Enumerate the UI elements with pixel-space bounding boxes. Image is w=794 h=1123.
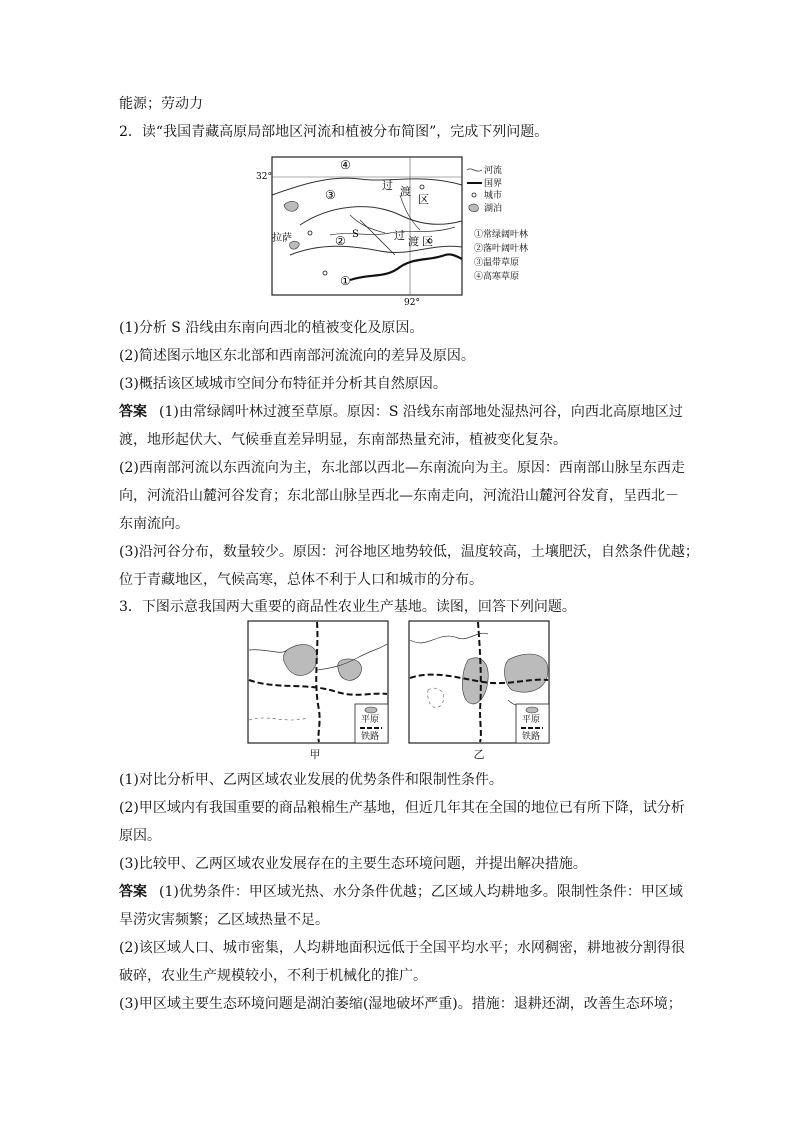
map-jia [247,620,389,746]
map-qinghai-tibet-svg [256,155,540,308]
answer-2-2a: (2)西南部河流以东西流向为主，东北部以西北—东南流向为主。原因：西南部山脉呈东西走 [119,460,685,476]
question-2-title: 2．读“我国青藏高原局部地区河流和植被分布简图”，完成下列问题。 [119,124,549,140]
legend-lake-label: 湖泊 [484,204,503,214]
longitude-label: 92° [404,298,420,308]
legend-lake-symbol [469,204,478,211]
map-jia-svg [247,620,389,746]
legend-plain-label: 平原 [522,715,541,725]
question-2-1: (1)分析 S 沿线由东南向西北的植被变化及原因。 [119,320,424,336]
transition-label-3b: 区 [422,235,433,248]
answer-label: 答案 [119,884,147,900]
text-line: 能源；劳动力 [119,96,203,112]
region-1-label: ① [340,274,351,288]
region-2-label: ② [335,234,346,248]
legend-river-symbol [467,169,482,171]
answer-2-3a: (3)沿河谷分布，数量较少。原因：河谷地区地势较低，温度较高，土壤肥沃，自然条件优越； [119,544,699,560]
answer-3-3: (3)甲区域主要生态环境问题是湖泊萎缩(湿地破坏严重)。措施：退耕还湖，改善生态环境； [119,996,682,1012]
map-yi-svg [408,620,550,746]
legend-veg-3: ③温带草原 [474,258,520,268]
answer-2-3b: 位于青藏地区，气候高寒，总体不利于人口和城市的分布。 [119,572,483,588]
question-2-3: (3)概括该区域城市空间分布特征并分析其自然原因。 [119,376,447,392]
answer-2-2c: 东南流向。 [119,516,189,532]
transition-label-2: 渡 [400,185,411,198]
answer-label: 答案 [119,404,147,420]
legend-rail-label: 铁路 [361,732,380,742]
answer-3-1a [119,882,683,902]
latitude-label: 32° [256,172,272,182]
question-3-2b: 原因。 [119,828,161,844]
legend-plain-label: 平原 [361,715,380,725]
answer-3-2a: (2)该区域人口、城市密集，人均耕地面积远低于全国平均水平；水网稠密，耕地被分割得很 [119,940,685,956]
legend-plain-symbol [526,707,538,713]
legend-veg-1: ①常绿阔叶林 [474,230,529,240]
legend-city-label: 城市 [484,191,503,201]
city-lhasa-label: 拉萨 [272,233,292,244]
question-3-title: 3．下图示意我国两大重要的商品性农业生产基地。读图，回答下列问题。 [119,599,576,615]
question-3-2a: (2)甲区域内有我国重要的商品粮棉生产基地，但近几年其在全国的地位已有所下降，试分析 [119,800,685,816]
question-3-1: (1)对比分析甲、乙两区域农业发展的优势条件和限制性条件。 [119,772,503,788]
plain-area [338,659,362,680]
legend-plain-symbol [365,707,377,713]
legend-rail-label: 铁路 [522,732,541,742]
plain-area [505,654,548,692]
answer-2-1a [119,402,683,422]
legend-border-label: 国界 [484,179,503,189]
legend-veg-4: ④高寒草原 [474,272,520,282]
transition-label-3: 区 [418,193,429,206]
legend-veg-2: ②落叶阔叶林 [474,244,529,254]
transition-label-1: 过 [382,179,393,192]
transition-label-2b: 渡 [408,235,419,248]
legend-city-symbol [472,193,476,197]
caption-jia: 甲 [309,748,321,761]
answer-text: (1)由常绿阔叶林过渡至草原。原因：S 沿线东南部地处湿热河谷，向西北高原地区过 [159,404,683,420]
answer-3-1b: 旱涝灾害频繁；乙区域热量不足。 [119,912,329,928]
answer-2-2b: 向，河流沿山麓河谷发育；东北部山脉呈西北—东南走向，河流沿山麓河谷发育，呈西北－ [119,488,679,504]
transition-label-1b: 过 [394,229,405,242]
question-3-3: (3)比较甲、乙两区域农业发展存在的主要生态环境问题，并提出解决措施。 [119,856,587,872]
region-3-label: ③ [325,188,336,202]
map-yi [408,620,550,746]
legend-river-label: 河流 [484,166,503,176]
caption-yi: 乙 [473,748,485,761]
s-label: S [352,229,359,240]
question-2-2: (2)简述图示地区东北部和西南部河流流向的差异及原因。 [119,348,475,364]
answer-3-2b: 破碎，农业生产规模较小，不利于机械化的推广。 [119,968,427,984]
map-frame [272,157,462,295]
answer-2-1b: 渡，地形起伏大、气候垂直差异明显，东南部热量充沛，植被变化复杂。 [119,432,567,448]
region-4-label: ④ [340,158,351,172]
answer-text: (1)优势条件：甲区域光热、水分条件优越；乙区域人均耕地多。限制性条件：甲区域 [159,884,683,900]
map-qinghai-tibet [256,155,540,308]
